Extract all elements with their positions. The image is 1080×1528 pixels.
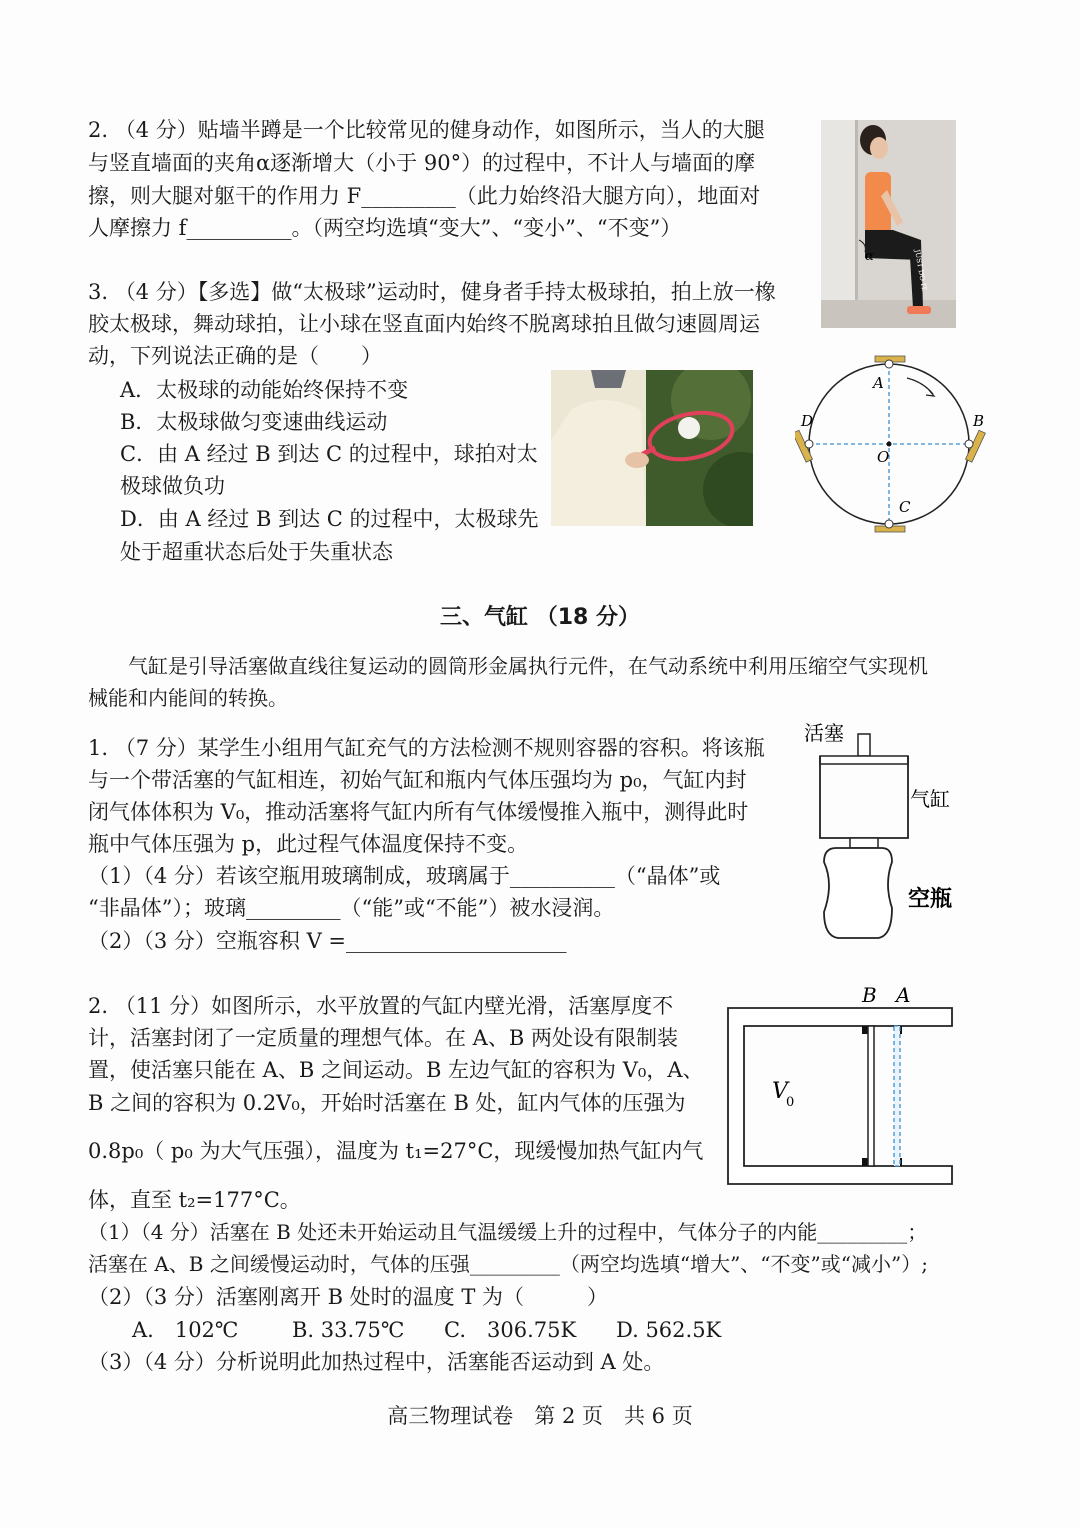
label-b-top: B <box>862 983 877 1007</box>
v0-subscript: 0 <box>786 1095 795 1110</box>
horizontal-cylinder-diagram <box>724 982 960 1188</box>
section-intro-2: 械能和内能间的转换。 <box>88 686 288 710</box>
s3q2-sub-1-cont: 活塞在 A、B 之间缓慢运动时，气体的压强_________（两空均选填“增大”、“不变”或“减小”）; <box>88 1252 928 1276</box>
cylinder-label: 气缸 <box>910 787 950 811</box>
label-a-top: A <box>896 983 911 1007</box>
q3-line-3: 动，下列说法正确的是（ ） <box>88 344 382 368</box>
q3-option-d-cont: 处于超重状态后处于失重状态 <box>120 540 393 564</box>
pants-text: JUST DO IT. <box>913 248 929 293</box>
cylinder-bottle-diagram <box>800 716 970 946</box>
q3-option-c: C．由 A 经过 B 到达 C 的过程中，球拍对太 <box>120 442 538 466</box>
label-d: D <box>801 412 814 430</box>
q2-line-4: 人摩擦力 f__________。（两空均选填“变大”、“变小”、“不变”） <box>88 216 682 240</box>
q3-line-1: 3. （4 分）【多选】做“太极球”运动时，健身者手持太极球拍，拍上放一橡 <box>88 280 776 304</box>
bottle-label: 空瓶 <box>908 886 953 912</box>
label-a: A <box>873 374 884 392</box>
label-c: C <box>899 498 911 516</box>
taiji-ball-photo <box>551 370 753 526</box>
choice-a: A. 102℃ <box>132 1318 239 1342</box>
section-title: 三、气缸 （18 分） <box>440 605 640 630</box>
v0-label: V <box>772 1079 788 1104</box>
q2-line-1: 2. （4 分）贴墙半蹲是一个比较常见的健身动作，如图所示，当人的大腿 <box>88 118 765 142</box>
choice-c: C. 306.75K <box>444 1318 577 1342</box>
s3q2-sub-2: （2）（3 分）活塞刚离开 B 处时的温度 T 为（ ） <box>88 1285 609 1309</box>
s3q1-sub-1: （1）（4 分）若该空瓶用玻璃制成，玻璃属于__________（“晶体”或 <box>88 864 721 888</box>
section-intro-1: 气缸是引导活塞做直线往复运动的圆筒形金属执行元件，在气动系统中利用压缩空气实现机 <box>88 654 928 678</box>
alpha-label: α <box>865 249 874 264</box>
circle-diagram <box>795 350 995 536</box>
q2-line-2: 与竖直墙面的夹角α逐渐增大（小于 90°）的过程中，不计人与墙面的摩 <box>88 151 756 175</box>
s3q1-sub-1-cont: “非晶体”）；玻璃_________（“能”或“不能”）被水浸润。 <box>88 896 615 920</box>
s3q2-sub-3: （3）（4 分）分析说明此加热过程中，活塞能否运动到 A 处。 <box>88 1350 665 1374</box>
s3q2-line-2: 计，活塞封闭了一定质量的理想气体。在 A、B 两处设有限制装 <box>88 1026 678 1050</box>
q3-option-a: A．太极球的动能始终保持不变 <box>120 378 409 402</box>
choice-b: B. 33.75℃ <box>292 1318 405 1342</box>
s3q2-line-3: 置，使活塞只能在 A、B 之间运动。B 左边气缸的容积为 V₀，A、 <box>88 1058 704 1082</box>
q3-line-2: 胶太极球，舞动球拍，让小球在竖直面内始终不脱离球拍且做匀速圆周运 <box>88 312 760 336</box>
s3q1-line-3: 闭气体体积为 V₀，推动活塞将气缸内所有气体缓慢推入瓶中，测得此时 <box>88 800 749 824</box>
wall-squat-photo <box>821 120 956 328</box>
piston-label: 活塞 <box>804 721 844 745</box>
s3q2-line-6: 体，直至 t₂=177°C。 <box>88 1188 301 1212</box>
q3-option-c-cont: 极球做负功 <box>120 474 225 498</box>
s3q1-sub-2: （2）（3 分）空瓶容积 V =_____________________ <box>88 929 567 953</box>
s3q1-line-2: 与一个带活塞的气缸相连，初始气缸和瓶内气体压强均为 p₀，气缸内封 <box>88 768 747 792</box>
s3q2-line-5: 0.8p₀（ p₀ 为大气压强），温度为 t₁=27°C，现缓慢加热气缸内气 <box>88 1139 704 1163</box>
q3-option-d: D．由 A 经过 B 到达 C 的过程中，太极球先 <box>120 507 539 531</box>
label-o: O <box>877 448 890 466</box>
q2-line-3: 擦，则大腿对躯干的作用力 F_________（此力始终沿大腿方向），地面对 <box>88 184 761 208</box>
s3q2-sub-1: （1）（4 分）活塞在 B 处还未开始运动且气温缓缓上升的过程中，气体分子的内能_________； <box>88 1220 928 1244</box>
choice-d: D. 562.5K <box>616 1318 722 1342</box>
label-b: B <box>973 412 985 430</box>
s3q1-line-4: 瓶中气体压强为 p，此过程气体温度保持不变。 <box>88 832 529 856</box>
q3-option-b: B．太极球做匀变速曲线运动 <box>120 410 388 434</box>
page-footer: 高三物理试卷 第 2 页 共 6 页 <box>387 1404 693 1428</box>
s3q1-line-1: 1. （7 分）某学生小组用气缸充气的方法检测不规则容器的容积。将该瓶 <box>88 736 765 760</box>
s3q2-line-1: 2. （11 分）如图所示，水平放置的气缸内壁光滑，活塞厚度不 <box>88 994 674 1018</box>
s3q2-line-4: B 之间的容积为 0.2V₀，开始时活塞在 B 处，缸内气体的压强为 <box>88 1091 686 1115</box>
